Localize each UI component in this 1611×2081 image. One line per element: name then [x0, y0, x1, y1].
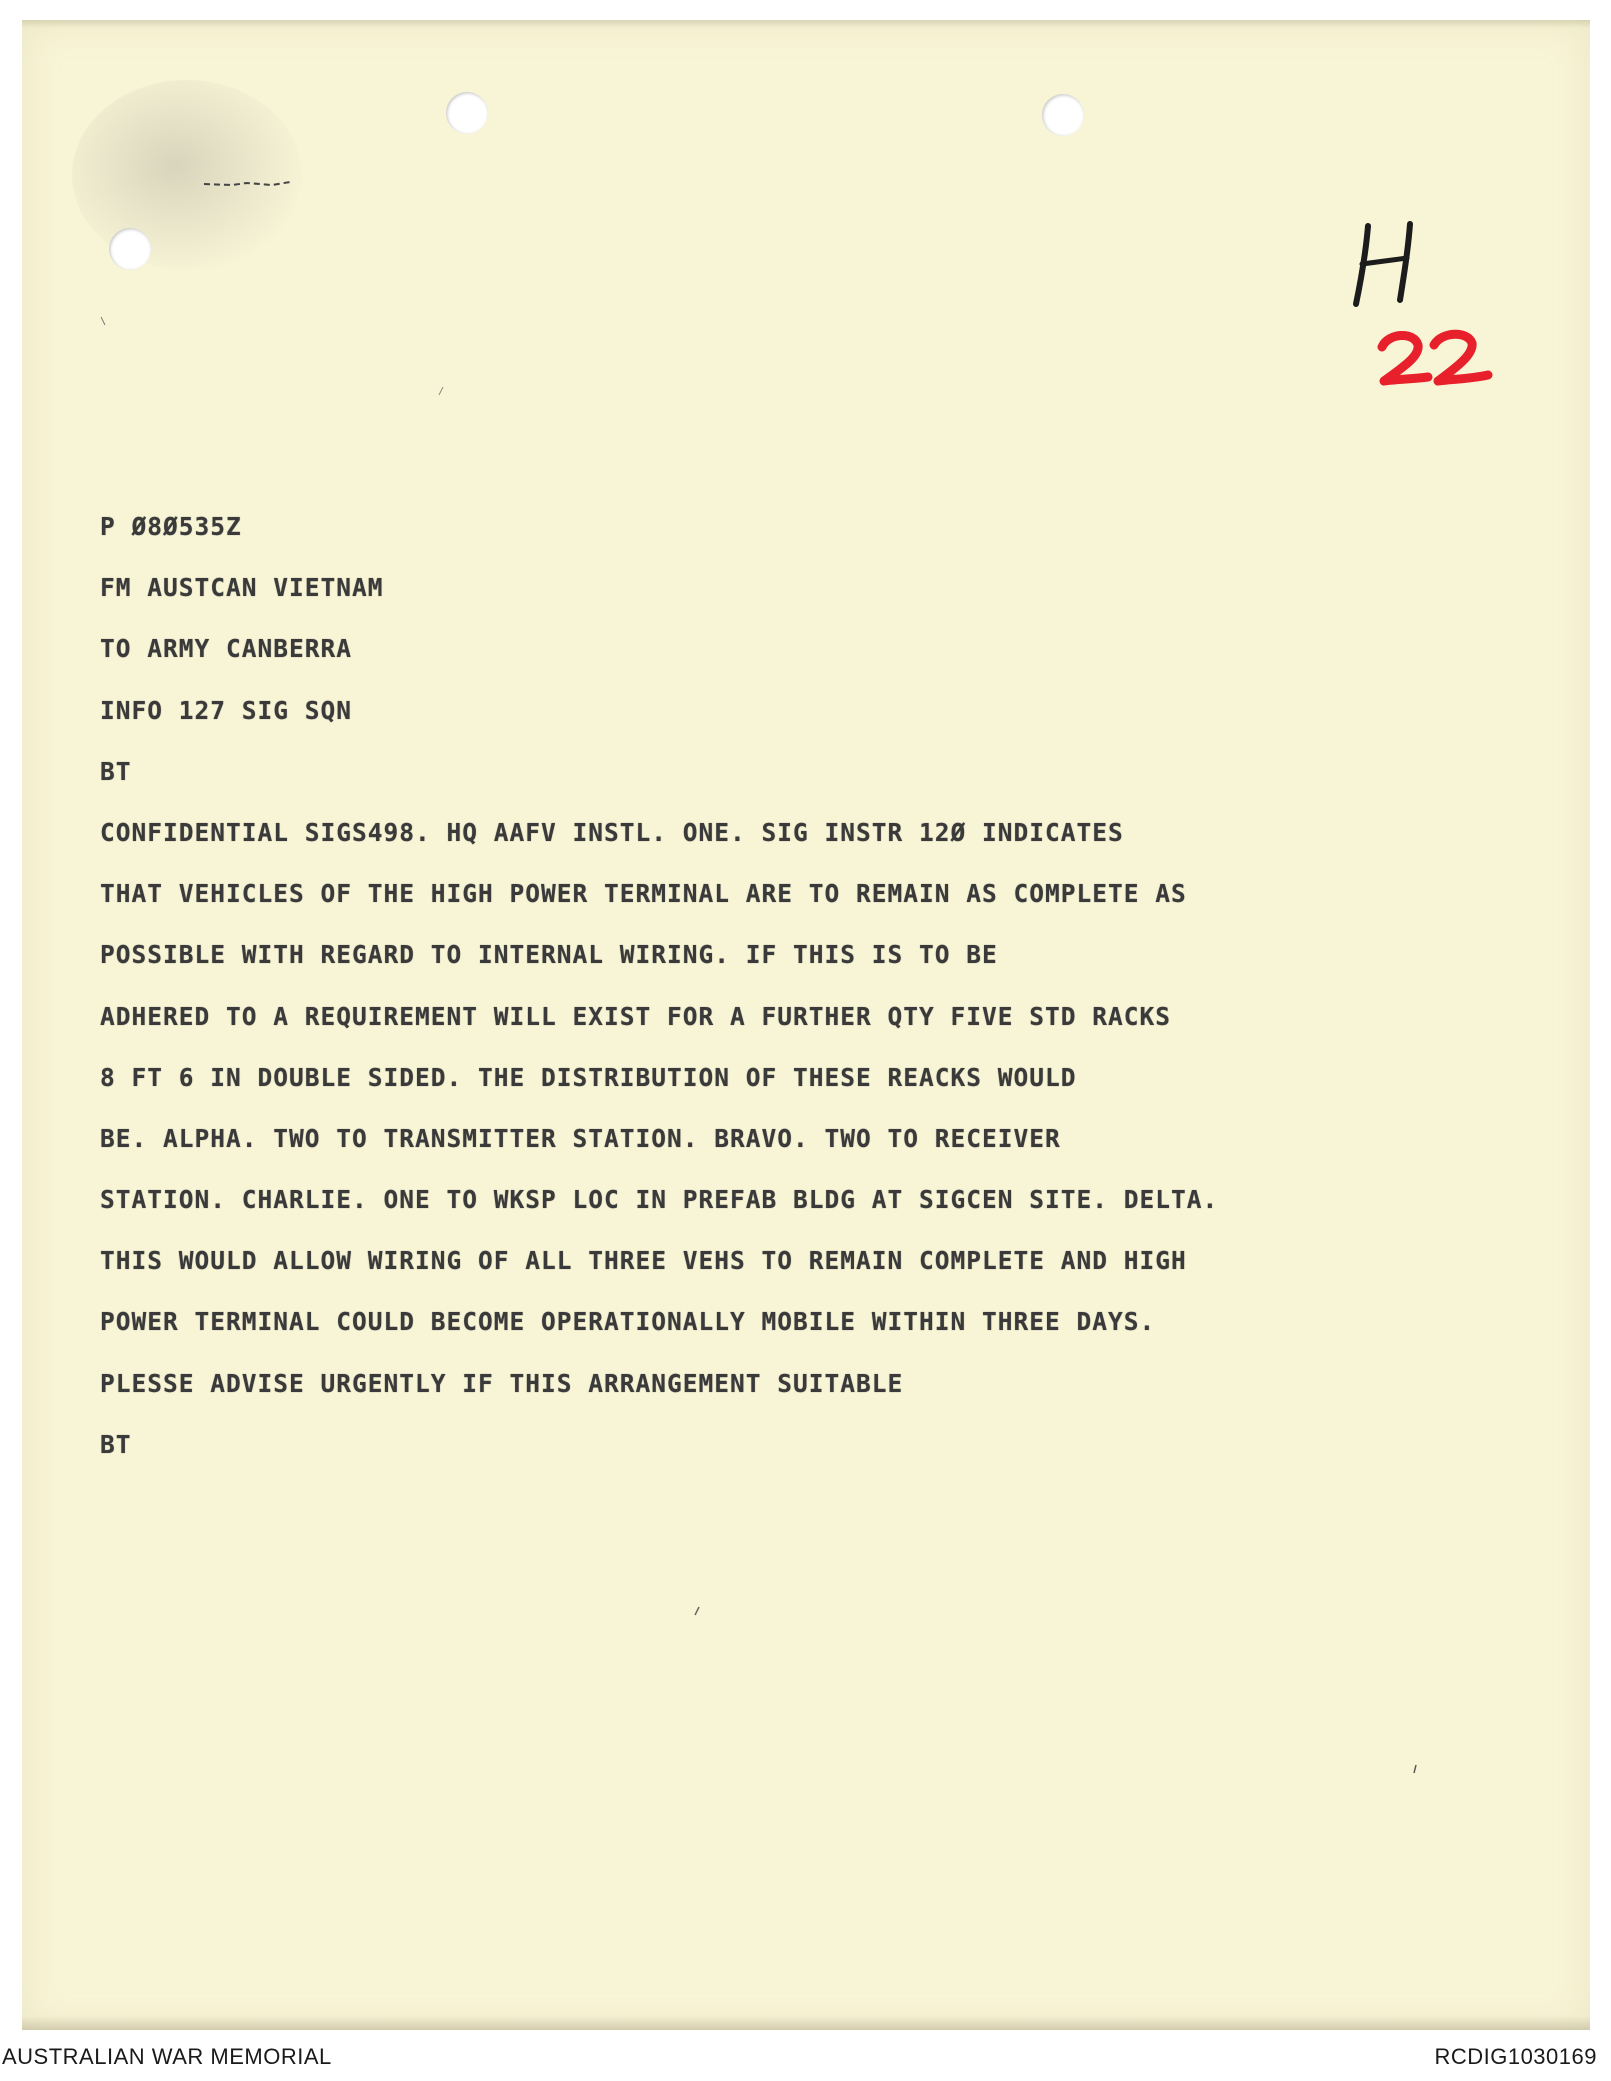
- message-body-line: THAT VEHICLES OF THE HIGH POWER TERMINAL ARE TO REMAIN AS COMPLETE AS: [100, 879, 1187, 909]
- message-body-line: POSSIBLE WITH REGARD TO INTERNAL WIRING. IF THIS IS TO BE: [100, 940, 998, 970]
- telex-message: [100, 496, 1520, 1475]
- message-from-line: FM AUSTCAN VIETNAM: [100, 573, 384, 603]
- message-break-line: BT: [100, 1429, 132, 1459]
- message-body-line: THIS WOULD ALLOW WIRING OF ALL THREE VEHS TO REMAIN COMPLETE AND HIGH: [100, 1246, 1187, 1276]
- message-body-line: BE. ALPHA. TWO TO TRANSMITTER STATION. BRAVO. TWO TO RECEIVER: [100, 1123, 1061, 1153]
- institution-credit: AUSTRALIAN WAR MEMORIAL: [2, 2044, 332, 2069]
- speck-mark: [1412, 1764, 1418, 1774]
- page-top-edge: [22, 20, 1590, 28]
- punch-hole-left: [109, 228, 151, 270]
- handwritten-letter-h: [1350, 220, 1420, 310]
- message-info-line: INFO 127 SIG SQN: [100, 695, 353, 725]
- smudge-streak: [202, 180, 292, 188]
- message-body-line: STATION. CHARLIE. ONE TO WKSP LOC IN PREFAB BLDG AT SIGCEN SITE. DELTA.: [100, 1185, 1219, 1215]
- message-body-line: CONFIDENTIAL SIGS498. HQ AAFV INSTL. ONE. SIG INSTR 12Ø INDICATES: [100, 817, 1124, 847]
- message-break-line: BT: [100, 756, 132, 786]
- handwritten-folio-number: [1374, 325, 1494, 395]
- message-body-line: 8 FT 6 IN DOUBLE SIDED. THE DISTRIBUTION OF THESE REACKS WOULD: [100, 1062, 1077, 1092]
- punch-hole-top-right: [1042, 94, 1084, 136]
- message-priority-line: P Ø8Ø535Z: [100, 512, 242, 541]
- message-body-line: PLESSE ADVISE URGENTLY IF THIS ARRANGEMENT SUITABLE: [100, 1368, 904, 1398]
- speck-mark: [438, 386, 444, 396]
- speck-mark: [694, 1606, 700, 1616]
- punch-hole-top-left: [446, 92, 488, 134]
- message-body-line: ADHERED TO A REQUIREMENT WILL EXIST FOR A FURTHER QTY FIVE STD RACKS: [100, 1001, 1172, 1031]
- record-identifier: RCDIG1030169: [1434, 2044, 1597, 2069]
- page-bottom-edge: [22, 2016, 1590, 2030]
- speck-mark: [100, 316, 106, 326]
- message-body-line: POWER TERMINAL COULD BECOME OPERATIONALLY MOBILE WITHIN THREE DAYS.: [100, 1307, 1156, 1337]
- message-to-line: TO ARMY CANBERRA: [100, 634, 353, 664]
- ink-smudge: [72, 80, 302, 270]
